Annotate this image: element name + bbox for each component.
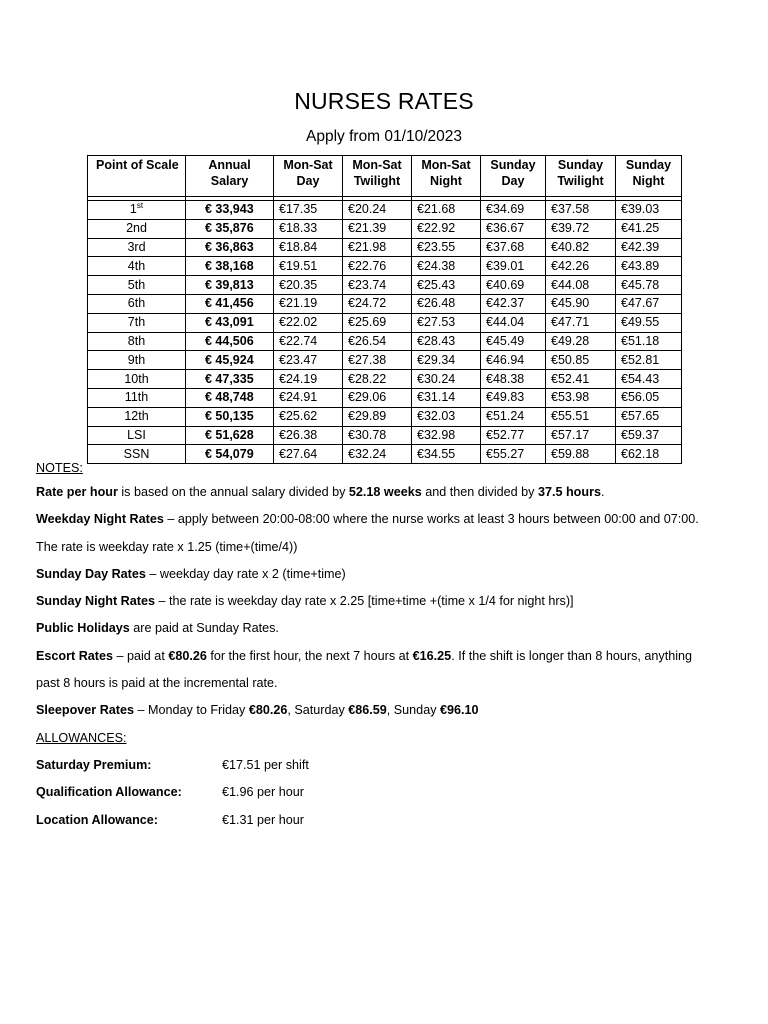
column-header: [186, 156, 274, 197]
hourly-rate-cell: €29.06: [343, 388, 412, 407]
hourly-rate-cell: €55.51: [546, 407, 616, 426]
scale-cell: [88, 294, 186, 313]
annual-salary-cell: € 48,748: [186, 388, 274, 407]
hourly-rate-cell: €52.41: [546, 370, 616, 389]
column-header-text: Sunday: [557, 158, 604, 172]
column-header-text: Point of Scale: [96, 158, 179, 172]
hourly-rate-cell: €59.37: [616, 426, 682, 445]
annual-salary-cell: € 54,079: [186, 445, 274, 464]
allowances-list: [36, 755, 736, 838]
scale-point: 11th: [124, 390, 149, 405]
allowance-value: €1.96 per hour: [222, 785, 304, 800]
hourly-rate-cell: €22.02: [274, 313, 343, 332]
scale-point: 6th: [127, 296, 146, 311]
note-line: [36, 564, 736, 591]
annual-salary-cell: € 36,863: [186, 238, 274, 257]
hourly-rate-cell: €52.77: [481, 426, 546, 445]
column-header: [274, 156, 343, 197]
hourly-rate-cell: €54.43: [616, 370, 682, 389]
hourly-rate-cell: €24.91: [274, 388, 343, 407]
scale-cell: [88, 313, 186, 332]
hourly-rate-cell: €42.39: [616, 238, 682, 257]
hourly-rate-cell: €31.14: [412, 388, 481, 407]
scale-cell: [88, 426, 186, 445]
annual-salary-cell: € 38,168: [186, 257, 274, 276]
scale-point: LSI: [127, 427, 146, 442]
scale-cell: [88, 332, 186, 351]
column-header-text: Mon-Sat: [283, 158, 333, 172]
note-text: – Monday to Friday: [134, 703, 249, 718]
hourly-rate-cell: €40.69: [481, 276, 546, 295]
hourly-rate-cell: €34.69: [481, 201, 546, 220]
note-bold-text: 52.18 weeks: [348, 485, 422, 499]
hourly-rate-cell: €50.85: [546, 351, 616, 370]
hourly-rate-cell: €21.19: [274, 294, 343, 313]
note-line: [36, 482, 736, 509]
hourly-rate-cell: €53.98: [546, 388, 616, 407]
allowance-row: [36, 755, 736, 783]
table-row: [88, 257, 682, 276]
hourly-rate-cell: €28.22: [343, 370, 412, 389]
hourly-rate-cell: €25.62: [274, 407, 343, 426]
hourly-rate-cell: €28.43: [412, 332, 481, 351]
hourly-rate-cell: €45.78: [616, 276, 682, 295]
hourly-rate-cell: €27.53: [412, 313, 481, 332]
hourly-rate-cell: €21.68: [412, 201, 481, 220]
column-header: [88, 156, 186, 197]
page-title: NURSES RATES: [294, 88, 474, 114]
scale-point: 5th: [127, 277, 146, 292]
hourly-rate-cell: €41.25: [616, 219, 682, 238]
note-line: [36, 509, 736, 536]
hourly-rate-cell: €45.49: [481, 332, 546, 351]
note-text: are paid at Sunday Rates.: [129, 621, 279, 636]
note-line: [36, 537, 736, 564]
hourly-rate-cell: €30.78: [343, 426, 412, 445]
allowance-row: [36, 782, 736, 810]
hourly-rate-cell: €27.38: [343, 351, 412, 370]
hourly-rate-cell: €25.43: [412, 276, 481, 295]
scale-point: 2nd: [126, 221, 147, 236]
hourly-rate-cell: €43.89: [616, 257, 682, 276]
table-row: [88, 426, 682, 445]
note-text: – paid at: [113, 648, 169, 663]
hourly-rate-cell: €34.55: [412, 445, 481, 464]
note-line: [36, 646, 736, 673]
note-text: – the rate is weekday day rate x 2.25 [time+time +(time x 1/4 for night hrs)]: [154, 594, 574, 609]
scale-point: 4th: [127, 258, 146, 273]
hourly-rate-cell: €57.17: [546, 426, 616, 445]
note-text: – apply between 20:00-08:00 where the nurse works at least 3 hours between 00:00 and 07:00.: [163, 512, 699, 527]
scale-cell: [88, 201, 186, 220]
scale-point: 7th: [127, 315, 146, 330]
column-header-text: Night: [430, 174, 462, 188]
hourly-rate-cell: €57.65: [616, 407, 682, 426]
column-header: [616, 156, 682, 197]
note-bold-text: €86.59: [348, 703, 387, 718]
hourly-rate-cell: €32.24: [343, 445, 412, 464]
column-header-text: Annual: [208, 158, 251, 172]
hourly-rate-cell: €59.88: [546, 445, 616, 464]
note-text: – weekday day rate x 2 (time+time): [145, 566, 346, 581]
note-line: [36, 700, 736, 727]
scale-point: 12th: [124, 409, 149, 424]
column-header: [546, 156, 616, 197]
notes-list: [36, 482, 736, 728]
annual-salary-cell: € 51,628: [186, 426, 274, 445]
column-header-text: Salary: [210, 174, 249, 188]
table-row: [88, 388, 682, 407]
allowance-row: [36, 810, 736, 838]
column-header-text: Sunday: [490, 158, 536, 172]
column-header-text: Sunday: [625, 158, 672, 172]
note-text: past 8 hours is paid at the incremental rate.: [36, 676, 278, 691]
hourly-rate-cell: €29.89: [343, 407, 412, 426]
hourly-rate-cell: €51.18: [616, 332, 682, 351]
hourly-rate-cell: €22.76: [343, 257, 412, 276]
hourly-rate-cell: €24.38: [412, 257, 481, 276]
note-text: for the first hour, the next 7 hours at: [206, 648, 413, 663]
annual-salary-cell: € 45,924: [186, 351, 274, 370]
hourly-rate-cell: €24.72: [343, 294, 412, 313]
note-text: is based on the annual salary divided by: [117, 485, 349, 499]
hourly-rate-cell: €37.68: [481, 238, 546, 257]
note-bold-text: Escort Rates: [36, 648, 113, 663]
allowance-label: Saturday Premium:: [36, 757, 152, 772]
table-row: [88, 201, 682, 220]
annual-salary-cell: € 39,813: [186, 276, 274, 295]
hourly-rate-cell: €39.03: [616, 201, 682, 220]
note-text: .: [600, 485, 605, 499]
hourly-rate-cell: €37.58: [546, 201, 616, 220]
note-text: . If the shift is longer than 8 hours, anything: [451, 648, 693, 663]
hourly-rate-cell: €17.35: [274, 201, 343, 220]
hourly-rate-cell: €45.90: [546, 294, 616, 313]
annual-salary-cell: € 33,943: [186, 201, 274, 220]
hourly-rate-cell: €42.37: [481, 294, 546, 313]
hourly-rate-cell: €23.47: [274, 351, 343, 370]
hourly-rate-cell: €51.24: [481, 407, 546, 426]
annual-salary-cell: € 47,335: [186, 370, 274, 389]
hourly-rate-cell: €42.26: [546, 257, 616, 276]
hourly-rate-cell: €25.69: [343, 313, 412, 332]
scale-cell: [88, 238, 186, 257]
note-bold-text: Sunday Night Rates: [36, 594, 155, 609]
hourly-rate-cell: €30.24: [412, 370, 481, 389]
hourly-rate-cell: €47.67: [616, 294, 682, 313]
hourly-rate-cell: €39.72: [546, 219, 616, 238]
column-header-text: Day: [296, 174, 320, 188]
hourly-rate-cell: €18.84: [274, 238, 343, 257]
table-row: [88, 370, 682, 389]
table-row: [88, 313, 682, 332]
note-text: and then divided by: [421, 485, 538, 499]
note-bold-text: €16.25: [412, 648, 452, 663]
hourly-rate-cell: €39.01: [481, 257, 546, 276]
table-row: [88, 276, 682, 295]
annual-salary-cell: € 35,876: [186, 219, 274, 238]
hourly-rate-cell: €26.38: [274, 426, 343, 445]
hourly-rate-cell: €26.54: [343, 332, 412, 351]
column-header-text: Twilight: [353, 174, 401, 188]
hourly-rate-cell: €18.33: [274, 219, 343, 238]
table-row: [88, 332, 682, 351]
annual-salary-cell: € 50,135: [186, 407, 274, 426]
hourly-rate-cell: €24.19: [274, 370, 343, 389]
column-header: [412, 156, 481, 197]
hourly-rate-cell: €36.67: [481, 219, 546, 238]
note-bold-text: Sleepover Rates: [36, 703, 135, 718]
scale-cell: [88, 257, 186, 276]
column-header: [481, 156, 546, 197]
note-bold-text: Weekday Night Rates: [36, 512, 164, 527]
note-bold-text: €96.10: [440, 703, 479, 718]
allowances-heading: ALLOWANCES:: [36, 730, 127, 745]
note-bold-text: Sunday Day Rates: [36, 566, 146, 581]
hourly-rate-cell: €20.24: [343, 201, 412, 220]
hourly-rate-cell: €62.18: [616, 445, 682, 464]
table-row: [88, 407, 682, 426]
note-text: , Sunday: [386, 703, 440, 718]
hourly-rate-cell: €21.39: [343, 219, 412, 238]
table-row: [88, 219, 682, 238]
hourly-rate-cell: €32.98: [412, 426, 481, 445]
note-text: The rate is weekday rate x 1.25 (time+(time/4)): [36, 539, 298, 554]
hourly-rate-cell: €40.82: [546, 238, 616, 257]
hourly-rate-cell: €20.35: [274, 276, 343, 295]
scale-cell: [88, 351, 186, 370]
annual-salary-cell: € 41,456: [186, 294, 274, 313]
note-bold-text: €80.26: [168, 648, 207, 663]
annual-salary-cell: € 43,091: [186, 313, 274, 332]
note-bold-text: Rate per hour: [36, 485, 118, 499]
table-header-row: [88, 156, 682, 197]
column-header-text: Mon-Sat: [352, 158, 402, 172]
notes-heading: NOTES:: [36, 461, 83, 475]
scale-cell: [88, 276, 186, 295]
allowance-value: €1.31 per hour: [222, 812, 304, 827]
note-text: , Saturday: [287, 703, 349, 718]
scale-point: 1: [129, 202, 137, 217]
notes-section: [36, 458, 736, 837]
scale-cell: [88, 407, 186, 426]
hourly-rate-cell: €49.55: [616, 313, 682, 332]
hourly-rate-cell: €19.51: [274, 257, 343, 276]
scale-point: 10th: [124, 371, 149, 386]
hourly-rate-cell: €27.64: [274, 445, 343, 464]
allowance-label: Location Allowance:: [36, 812, 158, 827]
note-line: [36, 673, 736, 700]
hourly-rate-cell: €47.71: [546, 313, 616, 332]
column-header-text: Twilight: [557, 174, 604, 188]
hourly-rate-cell: €23.55: [412, 238, 481, 257]
scale-point: 9th: [127, 352, 146, 367]
hourly-rate-cell: €55.27: [481, 445, 546, 464]
hourly-rate-cell: €48.38: [481, 370, 546, 389]
note-bold-text: €80.26: [248, 703, 288, 718]
column-header-text: Mon-Sat: [421, 158, 471, 172]
rates-table: [87, 155, 682, 464]
hourly-rate-cell: €32.03: [412, 407, 481, 426]
scale-cell: [88, 219, 186, 238]
hourly-rate-cell: €22.74: [274, 332, 343, 351]
scale-ordinal: st: [136, 201, 144, 211]
scale-cell: [88, 370, 186, 389]
column-header-text: Day: [501, 174, 525, 188]
scale-point: 3rd: [127, 239, 146, 254]
hourly-rate-cell: €26.48: [412, 294, 481, 313]
scale-point: 8th: [127, 333, 146, 348]
note-line: [36, 591, 736, 618]
scale-cell: [88, 388, 186, 407]
hourly-rate-cell: €22.92: [412, 219, 481, 238]
annual-salary-cell: € 44,506: [186, 332, 274, 351]
table-row: [88, 351, 682, 370]
scale-point: SSN: [123, 446, 150, 461]
column-header-text: Night: [632, 174, 665, 188]
hourly-rate-cell: €56.05: [616, 388, 682, 407]
note-bold-text: 37.5 hours: [537, 485, 601, 499]
page-subtitle: Apply from 01/10/2023: [306, 128, 462, 145]
allowance-label: Qualification Allowance:: [36, 785, 182, 800]
hourly-rate-cell: €44.08: [546, 276, 616, 295]
note-line: [36, 618, 736, 645]
hourly-rate-cell: €52.81: [616, 351, 682, 370]
hourly-rate-cell: €23.74: [343, 276, 412, 295]
table-row: [88, 294, 682, 313]
column-header: [343, 156, 412, 197]
hourly-rate-cell: €21.98: [343, 238, 412, 257]
hourly-rate-cell: €49.28: [546, 332, 616, 351]
hourly-rate-cell: €44.04: [481, 313, 546, 332]
allowance-value: €17.51 per shift: [222, 757, 309, 772]
table-row: [88, 238, 682, 257]
hourly-rate-cell: €29.34: [412, 351, 481, 370]
hourly-rate-cell: €46.94: [481, 351, 546, 370]
hourly-rate-cell: €49.83: [481, 388, 546, 407]
note-bold-text: Public Holidays: [36, 621, 130, 636]
